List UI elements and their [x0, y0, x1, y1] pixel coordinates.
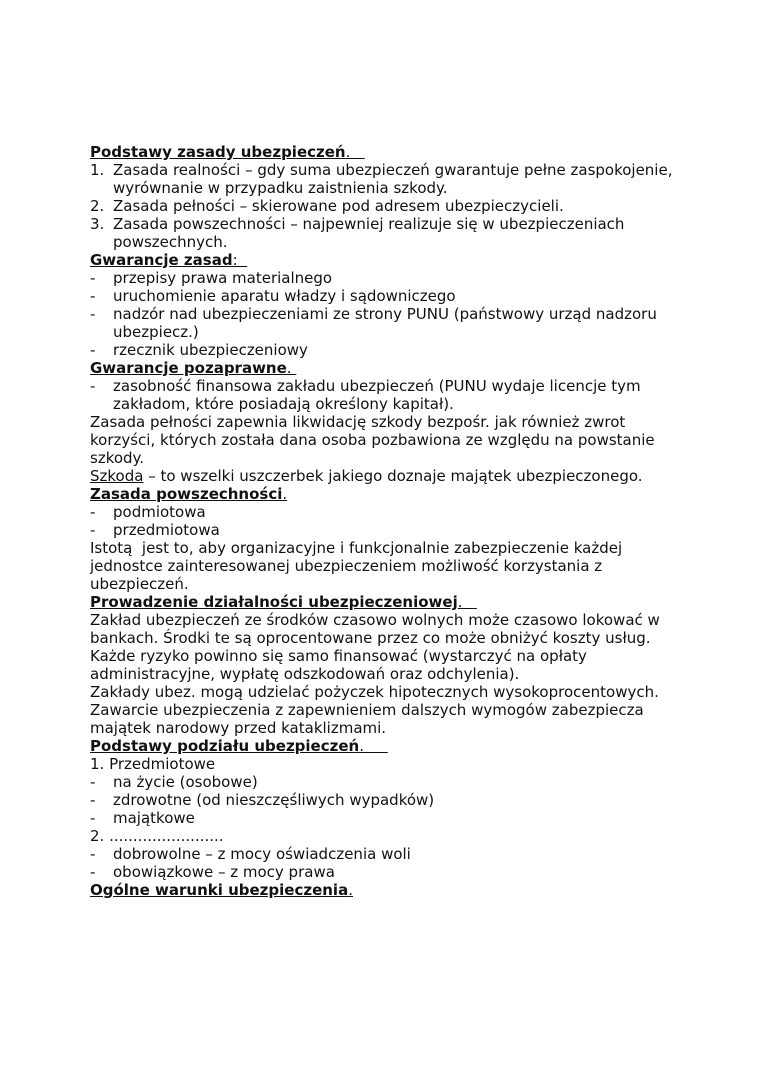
list-item: - zdrowotne (od nieszczęśliwych wypadków) [90, 791, 435, 809]
list-item: - obowiązkowe – z mocy prawa [90, 863, 335, 881]
list-item: - zasobność finansowa zakładu ubezpieczeń (PUNU wydaje licencje tym zakładom, które posiadają określony kapitał). [90, 377, 641, 413]
paragraph: Zakłady ubez. mogą udzielać pożyczek hipotecznych wysokoprocentowych. [90, 683, 659, 701]
list-item: - dobrowolne – z mocy oświadczenia woli [90, 845, 411, 863]
list-item: - na życie (osobowe) [90, 773, 258, 791]
paragraph-szkoda: Szkoda – to wszelki uszczerbek jakiego doznaje majątek ubezpieczonego. [90, 467, 643, 485]
list-item: - rzecznik ubezpieczeniowy [90, 341, 308, 359]
paragraph: Zasada pełności zapewnia likwidację szkody bezpośr. jak również zwrot korzyści, których została dana osoba pozbawiona ze względu na powstanie szkody. [90, 413, 655, 467]
section-heading-ogolne-warunki: Ogólne warunki ubezpieczenia. [90, 881, 353, 899]
list-item: - uruchomienie aparatu władzy i sądowniczego [90, 287, 456, 305]
paragraph: Istotą jest to, aby organizacyjne i funkcjonalnie zabezpieczenie każdej jednostce zainteresowanej ubezpieczeniem możliwość korzystania z ubezpieczeń. [90, 539, 627, 593]
list-item: - majątkowe [90, 809, 195, 827]
subheading-przedmiotowe: 1. Przedmiotowe [90, 755, 216, 773]
list-item: - przepisy prawa materialnego [90, 269, 333, 287]
subheading-blank: 2. ........................ [90, 827, 224, 845]
list-item: - przedmiotowa [90, 521, 220, 539]
section-heading-zasada-powszechnosci: Zasada powszechności. [90, 485, 288, 503]
list-item: 1. Zasada realności – gdy suma ubezpieczeń gwarantuje pełne zaspokojenie, wyrównanie w przypadku zaistnienia szkody. [90, 161, 673, 197]
list-item: - nadzór nad ubezpieczeniami ze strony PUNU (państwowy urząd nadzoru ubezpiecz.) [90, 305, 657, 341]
paragraph: Zawarcie ubezpieczenia z zapewnieniem dalszych wymogów zabezpiecza majątek narodowy przed kataklizmami. [90, 701, 644, 737]
list-item: 3. Zasada powszechności – najpewniej realizuje się w ubezpieczeniach powszechnych. [90, 215, 625, 251]
section-heading-prowadzenie-dzialalnosci: Prowadzenie działalności ubezpieczeniowej. [90, 593, 477, 611]
list-item: 2. Zasada pełności – skierowane pod adresem ubezpieczycieli. [90, 197, 564, 215]
paragraph: Zakład ubezpieczeń ze środków czasowo wolnych może czasowo lokować w bankach. Środki te są oprocentowane przez co może obniżyć koszty usług. Każde ryzyko powinno się samo finansować (wystarczyć na opłaty administracyjne, wypłatę odszkodowań oraz odchylenia). [90, 611, 660, 683]
section-heading-gwarancje-zasad: Gwarancje zasad: [90, 251, 248, 269]
list-item: - podmiotowa [90, 503, 206, 521]
section-heading-podstawy-podzialu: Podstawy podziału ubezpieczeń. [90, 737, 388, 755]
document-page [90, 143, 680, 899]
term-szkoda: Szkoda [90, 467, 144, 485]
section-heading-gwarancje-pozaprawne: Gwarancje pozaprawne. [90, 359, 297, 377]
section-heading-podstawy-zasady: Podstawy zasady ubezpieczeń. [90, 143, 365, 161]
